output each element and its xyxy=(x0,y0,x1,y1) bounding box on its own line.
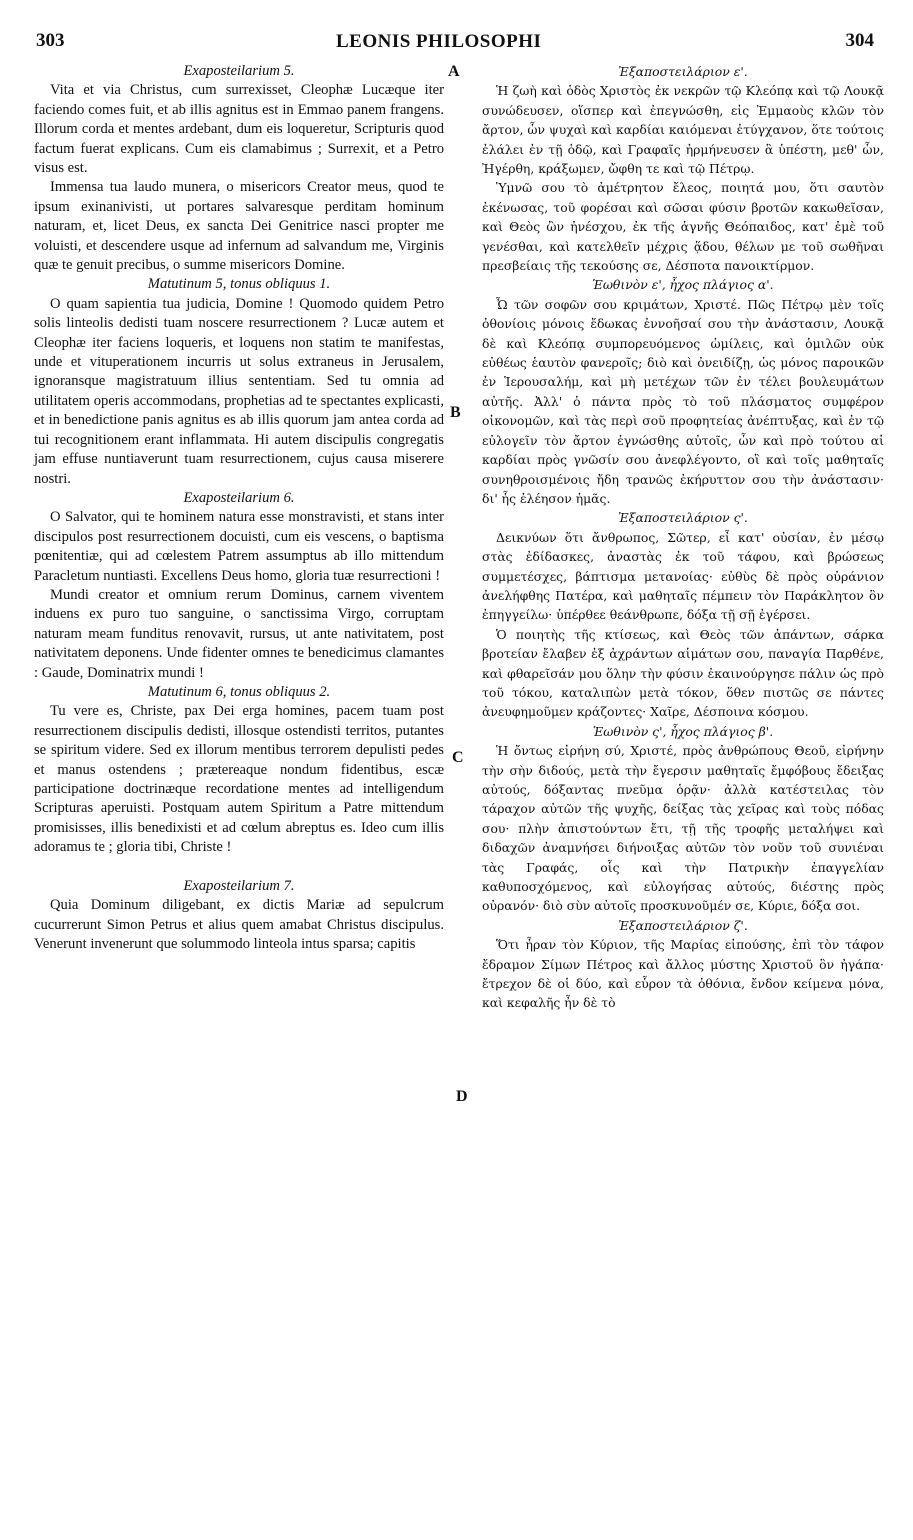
section-heading: Exaposteilarium 6. xyxy=(183,489,295,506)
running-title: LEONIS PHILOSOPHI xyxy=(336,31,542,52)
section-heading: Ἑωθινὸν ς', ἦχος πλάγιος β'. xyxy=(592,723,774,739)
paragraph: Mundi creator et omnium rerum Dominus, carnem viventem induens ex puro tuo sanguine, o sanctissima Virgo, corruptam naturam meam funditus renovavit, rursus, ut ante nativitatem, post nativitatem deponens. Unde fidenter omnes te benedicimus clamantes : Gaude, Dominatrix mundi ! xyxy=(34,586,444,681)
paragraph: Ὑμνῶ σου τὸ ἀμέτρητον ἔλεος, ποιητά μου, ὅτι σαυτὸν ἐκένωσας, τοῦ φορέσαι καὶ σῶσαι φύσιν βροτῶν κακωθεῖσαν, καὶ Θεὸς ὢν ἠνέσχου, ἐκ τῆς ἁγνῆς Θεόπαιδος, κατ' ἐμὲ τοῦ γενέσθαι, καὶ κατελθεῖν μέχρις ᾅδου, θέλων με τοῦ σωθῆναι πρεσβείαις τῆς τεκούσης σε, Δέσποτα πανοικτίρμον. xyxy=(482,180,884,274)
section-heading: Ἐξαποστειλάριον ς'. xyxy=(618,510,748,526)
paragraph: O quam sapientia tua judicia, Domine ! Quomodo quidem Petro solis linteolis dedisti tuam noscere resurrectionem ? Lucæ autem et Cleophæ iter faciens loqueris, et loquens non statim te manifestas, unde et vituperationem incurris ut solus extraneus in Jerusalem, ignoransque magistratuum illius sententiam. Sed tu omnia ad utilitatem operis accommodans, prophetias ad te spectantes explicasti, et in benedictione panis agnitus es ab illis quorum jam antea corda ad tui recognitionem erant inflammata. Hi autem discipulis congregatis jam effuse nuntiaverunt tuam resurrectionem, cujus causa miserere nostri. xyxy=(34,295,444,487)
section-heading: Ἑωθινὸν ε', ἦχος πλάγιος α'. xyxy=(592,277,774,293)
paragraph: Tu vere es, Christe, pax Dei erga homines, pacem tuam post resurrectionem discipulis dedisti, illosque ostendisti territos, putantes se spiritum videre. Sed ex illorum mentibus terrorem depulisti pedes et manus ostendens ; prætereaque nondum fidentibus, escæ participatione doctrinæque recordatione mentes ad intelligendum Scripturas aperuisti. Postquam autem Spiritum a Patre mittendum promisisses, illis benedixisti et ad cœlum abreptus es. Ideo cum illis adoramus te ; gloria tibi, Christe ! xyxy=(34,703,444,856)
paragraph: Ὅτι ἦραν τὸν Κύριον, τῆς Μαρίας εἰπούσης, ἐπὶ τὸν τάφον ἔδραμον Σίμων Πέτρος καὶ ἄλλος μύστης Χριστοῦ ὃν ἠγάπα· ἔτρεχον δὲ οἱ δύο, καὶ εὗρον τὰ ὀθόνια, ἔνδον κείμενα μόνα, καὶ κεφαλῆς ἦν δὲ τὸ xyxy=(482,937,884,1011)
paragraph: Immensa tua laudo munera, o misericors Creator meus, quod te ipsum exinanivisti, ut portares salvaresque perditam hominum naturam, et, licet Deus, ex sancta Dei Genitrice nasci propter me voluisti, et descendere usque ad infernum ad salvandum me, Virginis quæ te genuit precibus, o summe misericors Domine. xyxy=(34,179,444,274)
section-marker-a: A xyxy=(448,63,460,80)
section-heading: Matutinum 5, tonus obliquus 1. xyxy=(147,276,331,293)
paragraph: Ὦ τῶν σοφῶν σου κριμάτων, Χριστέ. Πῶς Πέτρῳ μὲν τοῖς ὀθονίοις μόνοις ἔδωκας ἐννοῆσαί σου τὴν ἀνάστασιν, Λουκᾷ δὲ καὶ Κλεόπᾳ συμπορευόμενος ὡμίλεις, καὶ ὁμιλῶν οὐκ εὐθέως ἑαυτὸν φανεροῖς; διὸ καὶ ὀνειδίζῃ, ὡς μόνος παροικῶν ἐν Ἱερουσαλήμ, καὶ μὴ μετέχων τῶν ἐν τέλει βουλευμάτων αὐτῆς. Ἀλλ' ὁ πάντα πρὸς τὸ τοῦ πλάσματος συμφέρον οἰκονομῶν, καὶ τὰς περὶ σοῦ προφητείας ἀνέπτυξας, καὶ ἐν τῷ εὐλογεῖν τὸν ἄρτον ἐγνώσθης αὐτοῖς, ὧν καὶ πρὸ τούτου αἱ καρδίαι πρὸς γνῶσίν σου ἀνεφλέγοντο, οἳ καὶ τοῖς μαθηταῖς συνηθροισμένοις ἤδη τρανῶς ἐκήρυττον σου τὴν ἀνάστασιν· δι' ἧς ἐλέησον ἡμᾶς. xyxy=(482,296,884,506)
paragraph: O Salvator, qui te hominem natura esse monstravisti, et stans inter discipulos post resurrectionem docuisti, cum eis vescens, o baptisma pœnitentiæ, qui ad cœlestem Patrem assumptus ab illo mittendum Paracletum nuntiasti. Excellens Deus homo, gloria tuæ resurrectioni ! xyxy=(34,509,444,584)
page-number-left: 303 xyxy=(36,30,65,51)
section-marker-b: B xyxy=(450,404,461,421)
paragraph: Ὁ ποιητὴς τῆς κτίσεως, καὶ Θεὸς τῶν ἁπάντων, σάρκα βροτείαν ἔλαβεν ἐξ ἀχράντων αἱμάτων σου, παναγία Παρθένε, καὶ φθαρεῖσάν μου ὅλην τὴν φύσιν ἐκαινούργησε πάλιν ὡς πρὸ τοῦ τόκου, καταλιπὼν μετὰ τόκον, ὅθεν πιστῶς σε πάντες ἀνευφημοῦμεν κράζοντες· Χαῖρε, Δέσποινα κόσμου. xyxy=(482,626,884,720)
section-heading: Exaposteilarium 5. xyxy=(183,63,295,79)
spacer xyxy=(34,858,444,877)
section-heading: Ἐξαποστειλάριον ζ'. xyxy=(618,917,748,933)
paragraph: Δεικνύων ὅτι ἄνθρωπος, Σῶτερ, εἶ κατ' οὐσίαν, ἐν μέσῳ στὰς ἐδίδασκες, ἀναστὰς ἐκ τοῦ τάφου, καὶ βρώσεως συμμετέσχες, βάπτισμα μετανοίας· εὐθὺς δὲ πρὸς οὐράνιον ἀνελήφθης Πατέρα, καὶ μαθηταῖς πέμπειν τὸν Παράκλητον ὃν ἐπηγγείλω· ὑπέρθεε θεάνθρωπε, δόξα τῇ σῇ ἐγέρσει. xyxy=(482,529,884,623)
latin-column xyxy=(34,62,444,955)
page-number-right: 304 xyxy=(845,30,874,51)
section-marker-c: C xyxy=(452,749,464,766)
section-heading: Ἐξαποστειλάριον ε'. xyxy=(618,64,748,79)
paragraph: Ἡ ὄντως εἰρήνη σύ, Χριστέ, πρὸς ἀνθρώπους Θεοῦ, εἰρήνην τὴν σὴν διδούς, μετὰ τὴν ἔγερσιν μαθηταῖς ἔμφόβους ἔδειξας αὐτούς, δόξαντας πνεῦμα ὁρᾷν· ἀλλὰ κατέστειλας τὸν τάραχον αὐτῶν τῆς ψυχῆς, δείξας τὰς χεῖρας καὶ τοὺς πόδας σου· πλὴν ἀπιστούντων ἔτι, τῇ τῆς τροφῆς μεταλήψει καὶ διδαχῶν ἀναμνήσει διήνοιξας αὐτῶν τὸν νοῦν τοῦ συνιέναι τὰς Γραφάς, οἷς καὶ τὴν Πατρικὴν ἐπαγγελίαν καθυποσχόμενος, καὶ εὐλογήσας αὐτούς, διέστης πρὸς οὐρανόν· διὸ σὺν αὐτοῖς προσκυνοῦμέν σε, Κύριε, δόξα σοι. xyxy=(482,743,884,914)
paragraph: Quia Dominum diligebant, ex dictis Mariæ ad sepulcrum cucurrerunt Simon Petrus et alius quem amabat Christus discipulus. Venerunt invenerunt que solummodo linteola intus sparsa; capitis xyxy=(34,897,444,953)
paragraph: Vita et via Christus, cum surrexisset, Cleophæ Lucæque iter faciendo comes fuit, et ab illis agnitus est in Emmao panem frangens. Illorum corda et mentes ardebant, dum eis loqueretur, Scripturis quod factum fuerat explicans. Cum eis clamabimus ; Surrexit, et a Petro visus est. xyxy=(34,82,444,177)
section-heading: Exaposteilarium 7. xyxy=(183,877,295,894)
page-header xyxy=(36,30,874,54)
section-heading: Matutinum 6, tonus obliquus 2. xyxy=(147,683,331,700)
greek-column xyxy=(482,62,884,1013)
paragraph: Ἡ ζωὴ καὶ ὁδὸς Χριστὸς ἐκ νεκρῶν τῷ Κλεόπᾳ καὶ τῷ Λουκᾷ συνώδευσεν, οἵσπερ καὶ ἐπεγνώσθη, εἰς Ἐμμαοὺς κλῶν τὸν ἄρτον, ὧν ψυχαὶ καὶ καρδίαι καιόμεναι ἐτύγχανον, ὅτε τούτοις ἐλάλει ἐν τῇ ὁδῷ, καὶ Γραφαῖς ἡρμήνευσεν ἃ ὑπέστη, μεθ' ὧν, Ἠγέρθη, κράξωμεν, ὤφθη τε καὶ τῷ Πέτρῳ. xyxy=(482,83,884,177)
section-marker-d: D xyxy=(456,1088,468,1105)
